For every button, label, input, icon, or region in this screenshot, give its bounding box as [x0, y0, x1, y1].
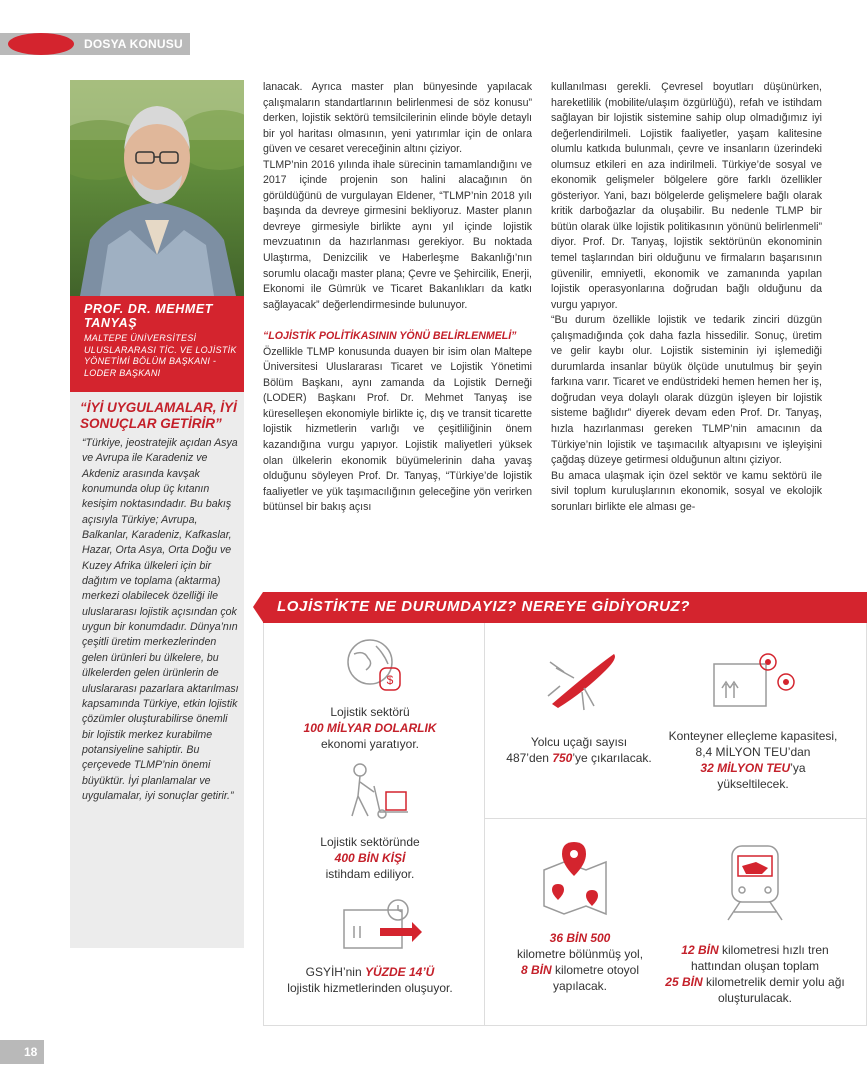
divider-horizontal — [484, 818, 867, 819]
subheading: “LOJİSTİK POLİTİKASININ YÖNÜ BELİRLENMELİ” — [263, 330, 517, 343]
stat-railway-line-2 — [660, 974, 850, 1006]
section-label: DOSYA KONUSU — [84, 37, 183, 51]
profile-title: MALTEPE ÜNİVERSİTESİ ULUSLARARASI TİC. VE LOJİSTİK YÖNETİMİ BÖLÜM BAŞKANI - LODER BAŞKANI — [84, 333, 237, 378]
stat-railway-mid: kilometresi hızlı tren hattından oluşan toplam — [690, 943, 829, 973]
map-pins-icon — [540, 840, 610, 918]
container-gears-icon — [708, 650, 798, 710]
column-2-paragraph-2: “Bu durum özellikle lojistik ve tedarik zinciri düzgün çalışmadığında çok daha fazla hissedilir. Sonuç, üretim ve gelir kaybı olur. Lojistik sisteminin iyi işlemediği durumlarda insanlar büyük ölçüde unutulmuş bir şeyin farkına varır. Ticaret ve endüstrideki hemen hemen her iş, doğrudan veya dolaylı olarak düzgün işleyen bir lojistik sisteme bağlıdır” diyerek devam eden Prof. Dr. Tanyaş, hızla hazırlanması gereken TLMP’nin amacının da Türkiye’nin lojistik ve taşımacılık altyapısını ve işleyişini çağdaş düzeye getirmesi olduğunun altını çiziyor. — [551, 314, 822, 467]
stat-container-capacity-line-4 — [668, 760, 838, 792]
page-number-bar — [0, 1040, 44, 1064]
stat-roads-mid: kilometre bölünmüş yol, — [516, 947, 644, 961]
stat-employment-post: istihdam ediliyor. — [325, 867, 415, 881]
stat-aircraft-line-2 — [504, 750, 654, 766]
article-column-1 — [263, 80, 532, 516]
stat-railway-highlight-1: 12 BİN — [681, 943, 719, 957]
stat-roads-post: kilometre otoyol yapılacak. — [552, 963, 640, 993]
hand-truck-icon — [346, 762, 416, 820]
column-2-paragraph-1: kullanılması gerekli. Çevresel boyutları düşünürken, hareketlilik (mobilite/ulaşım özgürlüğü), refah ve istihdam sağlayan bir lojistik sistemine sahip olup olmadığımız iyi değerlendirilmeli. Lojistik faaliyetler, yaşam kalitesine olumlu katkıda bulunmalı, çevre ve insanların üzerindeki olumsuz etkileri en aza indirilmeli. Türkiye’de sosyal ve ekonomik gelişmeler bölgelere göre farklı özellikler gösteriyor. Yani, bazı bölgelerde gelişmelere bağlı olarak kritik darboğazlar da oluşabilir. Bu nedenle TLMP bir bütün olarak ülke lojistik politikasının yönünü belirlenmeli” diyor. Prof. Dr. Tanyaş, lojistik sektörünün ekonominin temel taşlarından biri olduğunu ve firmaların başarısının güvenilir, emniyetli, ekonomik ve zamanında yapılan lojistik operasyonlarına doğrudan bağlı olduğunu da vurgu yapıyor. — [551, 81, 822, 311]
stat-railway-highlight-2: 25 BİN — [665, 975, 703, 989]
stat-sector-size-post: ekonomi yaratıyor. — [320, 737, 420, 751]
stat-sector-size — [280, 704, 460, 752]
quote-title: “İYİ UYGULAMALAR, İYİ SONUÇLAR GETİRİR” — [80, 400, 237, 431]
document-clock-icon — [340, 896, 424, 950]
stat-aircraft — [504, 734, 654, 766]
quote-paragraph: “Türkiye, jeostratejik açıdan Asya ve Avrupa ile Karadeniz ve Akdeniz arasında kavşak konumunda olup üç kıtanın kesişim noktasındadır. Bu bakış açısıyla Türkiye; Avrupa, Balkanlar, Karadeniz, Kafkaslar, Hazar, Orta Asya, Orta Doğu ve Kuzey Afrika ülkeleri için bir dağıtım ve toplama (aktarma) merkezi olabilecek özelliği ile uluslararası lojistik açısından çok uygun bir konumdadır. Dünya’nın çeşitli üretim merkezlerinden gelen ürünleri bu ülkelere, bu ülkelerden gelen ürünlerin de uluslararası pazarlara aktarılması kapsamında Türkiye, etkin lojistik çözümler oluşturabilirse önemli bir lojistik merkez kurabilme potansiyeline sahiptir. Bu çerçevede TLMP’nin önemi büyüktür. İyi planlamalar ve uygulamalar, iyi sonuçlar getirir.” — [82, 437, 239, 802]
stat-container-capacity — [668, 728, 838, 792]
airplane-icon — [544, 648, 620, 714]
stat-employment-pre: Lojistik sektöründe — [320, 835, 420, 849]
article-column-2 — [551, 80, 822, 515]
stat-container-capacity-pre: Konteyner elleçleme kapasitesi, — [668, 729, 838, 743]
stat-aircraft-mid: 487’den — [506, 751, 549, 765]
stat-gdp-share-highlight: YÜZDE 14’Ü — [365, 965, 435, 979]
column-2-paragraph-3: Bu amaca ulaşmak için özel sektör ve kamu sektörü ile sivil toplum kuruluşlarının ekonomik, sosyal ve ekolojik sorunları birlikte ele alması ge- — [551, 469, 822, 513]
stat-roads-line-3 — [510, 962, 650, 994]
stat-container-capacity-highlight: 32 MİLYON TEU — [700, 761, 791, 775]
stat-roads-highlight-2: 8 BİN — [520, 963, 552, 977]
stat-employment-highlight: 400 BİN KİŞİ — [334, 851, 406, 865]
stat-aircraft-pre: Yolcu uçağı sayısı — [530, 735, 628, 749]
svg-text:$: $ — [386, 673, 394, 687]
stat-aircraft-highlight: 750 — [552, 751, 573, 765]
stat-container-capacity-post: ’ya yükseltilecek. — [717, 761, 806, 791]
page-number: 18 — [24, 1045, 38, 1059]
profile-name: PROF. DR. MEHMET TANYAŞ — [84, 302, 214, 330]
stat-employment — [280, 834, 460, 882]
stat-gdp-share-line-1 — [280, 964, 460, 980]
stat-railway-line-1 — [660, 942, 850, 974]
column-1-paragraph-1: lanacak. Ayrıca master plan bünyesinde yapılacak çalışmaların standartlarının belirlenmesi de söz konusu” derken, lojistik sektörü temsilcilerinin elinde böyle detaylı bir yol haritası olmasının, yeni yatırımlar için de onlara güven ve cesaret vereceğinin altını çiziyor. — [263, 81, 532, 156]
stat-container-capacity-mid: 8,4 MİLYON TEU’dan — [695, 745, 811, 759]
stat-railway-post: kilometrelik demir yolu ağı oluşturulacak. — [705, 975, 845, 1005]
divider-vertical — [484, 623, 485, 1026]
stat-railway — [660, 942, 850, 1006]
stat-roads-highlight-1: 36 BİN 500 — [549, 931, 611, 945]
quote-text — [82, 436, 240, 804]
stat-roads — [510, 930, 650, 994]
section-header-dot — [8, 33, 74, 55]
column-1-paragraph-2: TLMP’nin 2016 yılında ihale sürecinin tamamlandığını ve 2017 içinde projenin son halini alacağının ön görüldüğünü de vurgulayan Eldener, “TLMP’nin 2018 yılı başında da devreye girmesini bekliyoruz. Master planın devreye girmesiyle birlikte aynı yıl içinde lojistik mevzuatının da hazırlanması gerekiyor. Bu noktada Ulaştırma, Denizcilik ve Haberleşme Bakanlığı’nın sorumlu olacağı master plana; Çevre ve Şehircilik, Enerji, Ekonomi ile Gümrük ve Ticaret Bakanlıkları da katkı sağlayacak” değerlendirmesinde bulunuyor. — [263, 158, 532, 311]
banner-notch — [253, 592, 263, 622]
stat-gdp-share-pre: GSYİH’nin — [305, 965, 362, 979]
globe-money-icon — [344, 636, 406, 694]
infographic-title: LOJİSTİKTE NE DURUMDAYIZ? NEREYE GİDİYORUZ? — [277, 598, 691, 615]
stat-gdp-share — [280, 964, 460, 996]
stat-gdp-share-post: lojistik hizmetlerinden oluşuyor. — [287, 981, 453, 995]
stat-aircraft-post: ’ye çıkarılacak. — [572, 751, 652, 765]
stat-sector-size-highlight: 100 MİLYAR DOLARLIK — [303, 721, 437, 735]
portrait-photo — [70, 80, 244, 296]
train-icon — [722, 842, 788, 922]
stat-sector-size-pre: Lojistik sektörü — [330, 705, 410, 719]
column-1-paragraph-3: Özellikle TLMP konusunda duayen bir isim olan Maltepe Üniversitesi Uluslararası Ticaret ve Lojistik Yönetimi Bölüm Başkanı, aynı zamanda da Lojistik Derneği (LODER) Başkanı Prof. Dr. Mehmet Tanyaş ise küreselleşen ekonomiyle birlikte iç, dış ve transit ticarette lojistik hizmetlerin varlığı ve çeşitliliğinin önem kazandığına vurgu yapıyor. Lojistik maliyetleri yüksek olan ülkelerin ekonomik büyümelerinin daha yavaş olduğunu söyleyen Prof. Dr. Tanyaş, “Türkiye’de lojistik faaliyetler ve yük taşımacılığının geleceğine yön verirken bütünsel bir bakış açısı — [263, 345, 532, 514]
